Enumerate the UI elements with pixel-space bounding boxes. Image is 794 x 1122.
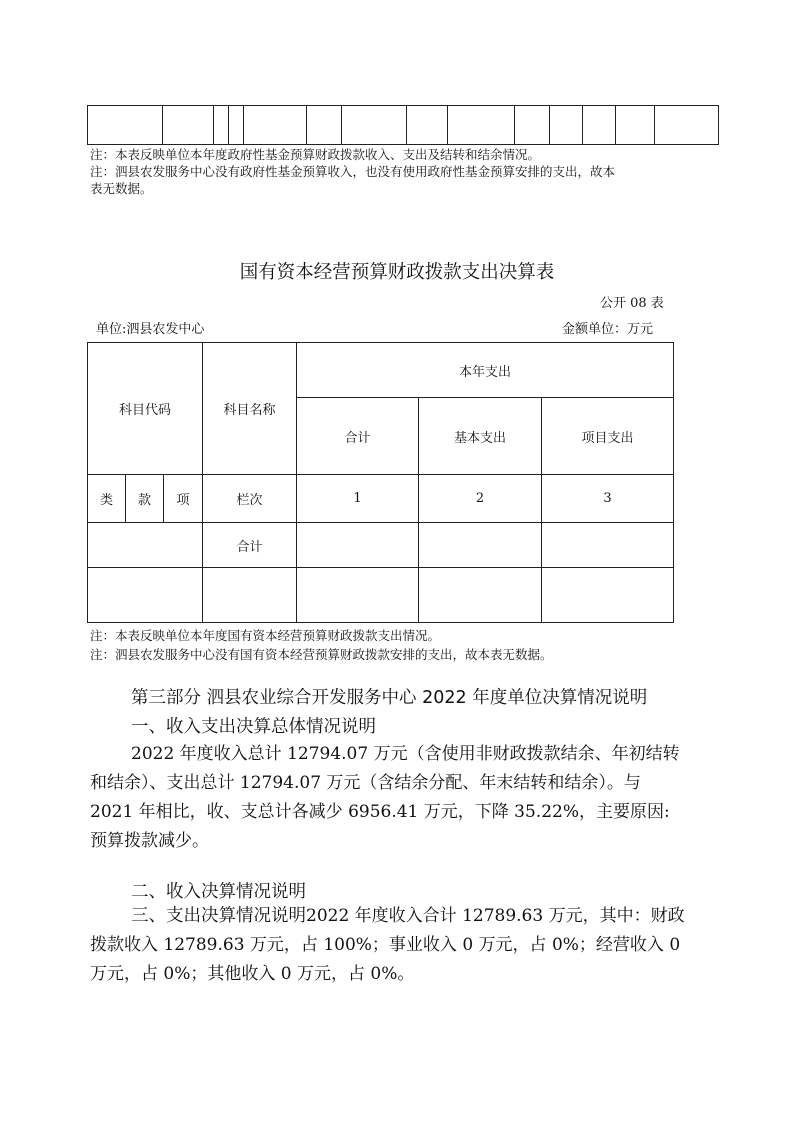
col-kuan: 款 [126, 475, 164, 523]
section1-title: 一、收入支出决算总体情况说明 [131, 717, 376, 737]
table-cell [419, 568, 542, 623]
col-index-3: 3 [542, 475, 674, 523]
table-cell [583, 106, 616, 145]
part3-title: 第三部分 泗县农业综合开发服务中心 2022 年度单位决算情况说明 [131, 688, 648, 708]
table-cell [88, 568, 203, 623]
header-code: 科目代码 [88, 343, 203, 475]
paragraph-line: 预算拨款减少。 [90, 831, 209, 851]
note-line: 注：本表反映单位本年度国有资本经营预算财政拨款支出情况。 [90, 628, 441, 643]
table-cell [342, 106, 407, 145]
section1-body [90, 740, 780, 856]
form-number: 公开 08 表 [600, 296, 664, 311]
header-total: 合计 [297, 398, 419, 475]
table-cell [214, 106, 229, 145]
table-cell [616, 106, 655, 145]
table-cell [542, 523, 674, 568]
unit-label: 单位:泗县农发中心 [96, 322, 205, 337]
paragraph-line: 2022 年度收入总计 12794.07 万元（含使用非财政拨款结余、年初结转 [131, 744, 680, 764]
note-line: 注：泗县农发服务中心没有国有资本经营预算财政拨款安排的支出，故本表无数据。 [90, 647, 553, 662]
note-line: 注：本表反映单位本年度政府性基金预算财政拨款收入、支出及结转和结余情况。 [90, 147, 541, 162]
col-xiang: 项 [164, 475, 203, 523]
table-cell [229, 106, 244, 145]
table-cell [244, 106, 307, 145]
header-name: 科目名称 [203, 343, 297, 475]
table-cell [88, 523, 203, 568]
paragraph-line: 三、支出决算情况说明2022 年度收入合计 12789.63 万元，其中：财政 [131, 906, 685, 926]
table-cell [419, 523, 542, 568]
paragraph-line: 万元，占 0%；其他收入 0 万元，占 0%。 [90, 964, 415, 984]
prev-table-fragment [87, 105, 719, 145]
amount-unit-label: 金额单位：万元 [562, 322, 654, 337]
table-cell [88, 106, 163, 145]
table-cell [550, 106, 583, 145]
col-index-2: 2 [419, 475, 542, 523]
table-cell [655, 106, 719, 145]
table-cell [297, 523, 419, 568]
table-cell [407, 106, 448, 145]
prev-table-notes [90, 146, 730, 197]
note-line: 表无数据。 [90, 181, 153, 196]
table-cell [297, 568, 419, 623]
col-lanci: 栏次 [203, 475, 297, 523]
paragraph-line: 和结余）、支出总计 12794.07 万元（含结余分配、年末结转和结余）。与 [90, 773, 641, 793]
table-title: 国有资本经营预算财政拨款支出决算表 [239, 262, 555, 283]
paragraph-line: 2021 年相比，收、支总计各减少 6956.41 万元，下降 35.22%，主要原因: [90, 802, 670, 822]
paragraph-line: 拨款收入 12789.63 万元，占 100%；事业收入 0 万元，占 0%；经营收入 0 [90, 935, 681, 955]
table-cell [515, 106, 550, 145]
table-cell [163, 106, 214, 145]
note-line: 注：泗县农发服务中心没有政府性基金预算收入，也没有使用政府性基金预算安排的支出，故本 [90, 164, 616, 179]
sum-label: 合计 [203, 523, 297, 568]
table-cell [542, 568, 674, 623]
state-capital-expenditure-table [87, 342, 674, 623]
section3-body [90, 902, 780, 989]
col-lei: 类 [88, 475, 126, 523]
header-this-year: 本年支出 [297, 343, 674, 398]
header-project: 项目支出 [542, 398, 674, 475]
table-cell [203, 568, 297, 623]
col-index-1: 1 [297, 475, 419, 523]
section2-title: 二、收入决算情况说明 [131, 882, 306, 902]
table-cell [307, 106, 342, 145]
section3-title: 三、支出决算情况说明 [131, 906, 306, 926]
header-basic: 基本支出 [419, 398, 542, 475]
table-notes [90, 626, 730, 664]
table-cell [448, 106, 515, 145]
